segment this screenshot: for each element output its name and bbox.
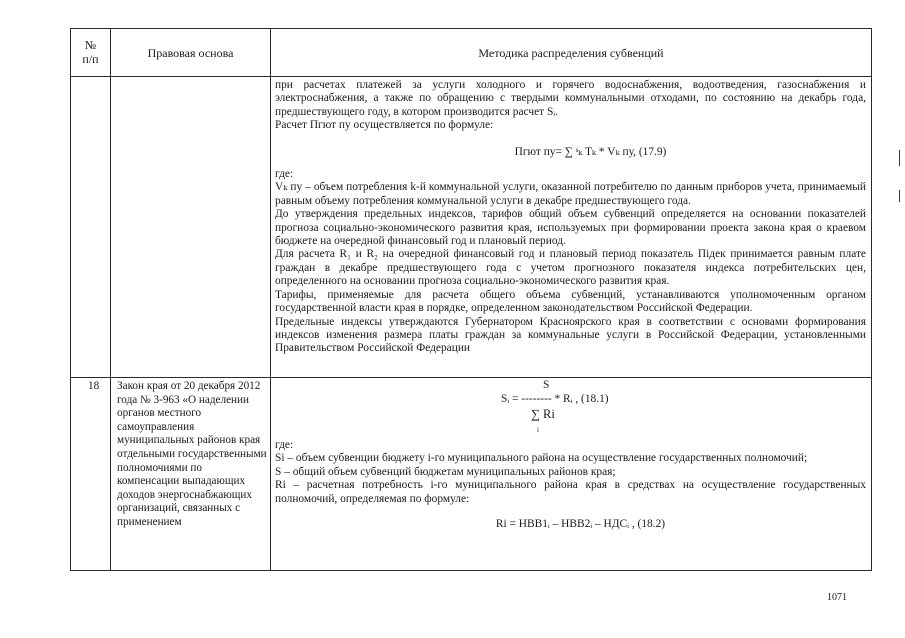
header-methodology: Методика распределения субвенций (478, 46, 664, 60)
formula-18-1-index: i (537, 426, 539, 434)
scan-mark-top (899, 150, 900, 166)
row18-methodology (275, 379, 866, 531)
row17-paragraph-indexes: Предельные индексы утверждаются Губернатором Красноярского края в соответствии с основами формирования индексов изменения размера платы граждан за коммунальные услуги в Российской Федерации, установленными Правительством Российской Федерации (275, 315, 866, 355)
row17-paragraph-vk: Vₖ пу – объем потребления k-й коммунальной услуги, оказанной потребителю по данным приборов учета, принимаемый равным объему потребления коммунальной услуги в декабре предшествующего года. (275, 181, 866, 207)
table-border-bottom (70, 570, 872, 571)
page-number: 1071 (827, 592, 847, 603)
row18-where: где: (275, 439, 294, 451)
header-legal-basis: Правовая основа (147, 46, 234, 60)
scan-mark-bottom (899, 190, 900, 202)
formula-18-2: Ri = НВВ1ᵢ – НВВ2ᵢ – НДСᵢ , (18.2) (495, 518, 666, 531)
row18-paragraph-s: S – общий объем субвенций бюджетам муниципальных районов края; (275, 465, 616, 478)
column-divider-1 (110, 28, 111, 570)
formula-17-9: Пгют пу= ∑ ˢₖ Tₖ * Vₖ пу, (17.9) (514, 145, 667, 158)
table-border-right (871, 28, 872, 570)
formula-18-1-numerator: S (543, 379, 550, 391)
table-border-top (70, 28, 872, 29)
formula-18-1-main: Sᵢ = -------- * Rᵢ , (18.1) (501, 393, 609, 405)
row18-paragraph-ri: Ri – расчетная потребность i-го муниципального района края в средствах на осуществление государственных полномочий, определяемая по формуле: (275, 479, 866, 505)
row18-legal-basis: Закон края от 20 декабря 2012 года № 3-963 «О наделении органов местного самоуправления муниципальных районов края отдельными государственными полномочиями по компенсации выпадающих доходов энергоснабжающих организаций, связанных с применением (117, 380, 267, 528)
row17-methodology (275, 79, 866, 356)
column-divider-2 (270, 28, 271, 570)
header-divider (70, 76, 872, 77)
row17-paragraph-tariffs: Тарифы, применяемые для расчета общего объема субвенций, устанавливаются уполномоченным органом государственной власти края в порядке, определенном законодательством Российской Федерации. (275, 288, 866, 315)
row18-paragraph-si: Si – объем субвенции бюджету i-го муниципального района на осуществление государственных полномочий; (275, 452, 808, 465)
row17-paragraph-r1-r2: Для расчета R₁ и R₂ на очередной финансовый год и плановый период показатель Пiдек принимается равным плате граждан в декабре предшествующего года с учетом прогнозного показателя индекса потребительских цен, определенного на основании прогноза социально-экономического развития края. (275, 248, 866, 288)
header-number (71, 38, 110, 66)
row17-paragraph-before-indexes: До утверждения предельных индексов, тарифов общий объем субвенций определяется на основании показателей прогноза социально-экономического развития края, используемых при формировании проекта закона края о краевом бюджете на очередной финансовый год и плановый период. (275, 208, 866, 248)
formula-18-1-denominator: ∑ Ri (531, 407, 555, 421)
row17-paragraph-1: при расчетах платежей за услуги холодного и горячего водоснабжения, водоотведения, газоснабжения и электроснабжения, а также по обращению с твердыми коммунальными отходами, по состоянию на декабрь года, предшествующего году, в котором производится расчет Sᵢ. (275, 79, 866, 118)
row17-where: где: (275, 168, 294, 181)
header-number-symbol: № (84, 38, 97, 52)
table-border-left (70, 28, 71, 570)
header-number-abbrev: п/п (82, 52, 99, 66)
formula-18-1 (275, 379, 866, 435)
row17-paragraph-2: Расчет Пгют пу осуществляется по формуле: (275, 119, 494, 132)
row-divider (70, 377, 872, 378)
row18-number: 18 (88, 380, 100, 392)
